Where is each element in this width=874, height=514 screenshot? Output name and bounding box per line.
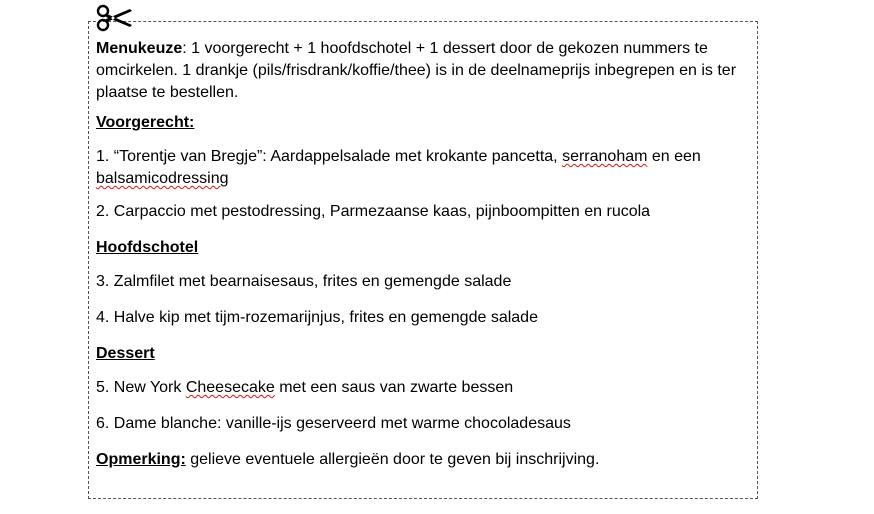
remark-label: Opmerking: [96,451,186,468]
menu-item-4: 4. Halve kip met tijm-rozemarijnjus, frites en gemengde salade [96,309,538,326]
scissors-icon [96,3,134,33]
section-heading-dessert: Dessert [96,345,155,362]
menu-item-2: 2. Carpaccio met pestodressing, Parmezaanse kaas, pijnboompitten en rucola [96,203,651,220]
section-heading-hoofdschotel: Hoofdschotel [96,239,199,256]
menu-item-1: 1. “Torentje van Bregje”: Aardappelsalade met krokante pancetta, serranoham en een balsamicodressing [96,148,701,187]
section-heading-voorgerecht: Voorgerecht: [96,114,195,131]
menu-intro [96,38,756,104]
spellcheck-word: balsamicodressing [96,170,229,187]
menu-item-5: 5. New York Cheesecake met een saus van zwarte bessen [96,379,514,396]
menukeuze-text: : 1 voorgerecht + 1 hoofdschotel + 1 dessert door de gekozen nummers te omcirkelen. 1 drankje (pils/frisdrank/koffie/thee) is in de deelnameprijs inbegrepen en is ter plaatse te bestellen. [96,40,737,101]
remark-text: gelieve eventuele allergieën door te geven bij inschrijving. [185,451,600,468]
menukeuze-label: Menukeuze [96,40,183,57]
menu-item-3: 3. Zalmfilet met bearnaisesaus, frites en gemengde salade [96,273,512,290]
menu-content [96,38,756,485]
menu-item-6: 6. Dame blanche: vanille-ijs geserveerd met warme chocoladesaus [96,415,571,432]
remark [96,449,756,471]
spellcheck-word: Cheesecake [185,379,275,396]
spellcheck-word: serranoham [562,148,648,165]
